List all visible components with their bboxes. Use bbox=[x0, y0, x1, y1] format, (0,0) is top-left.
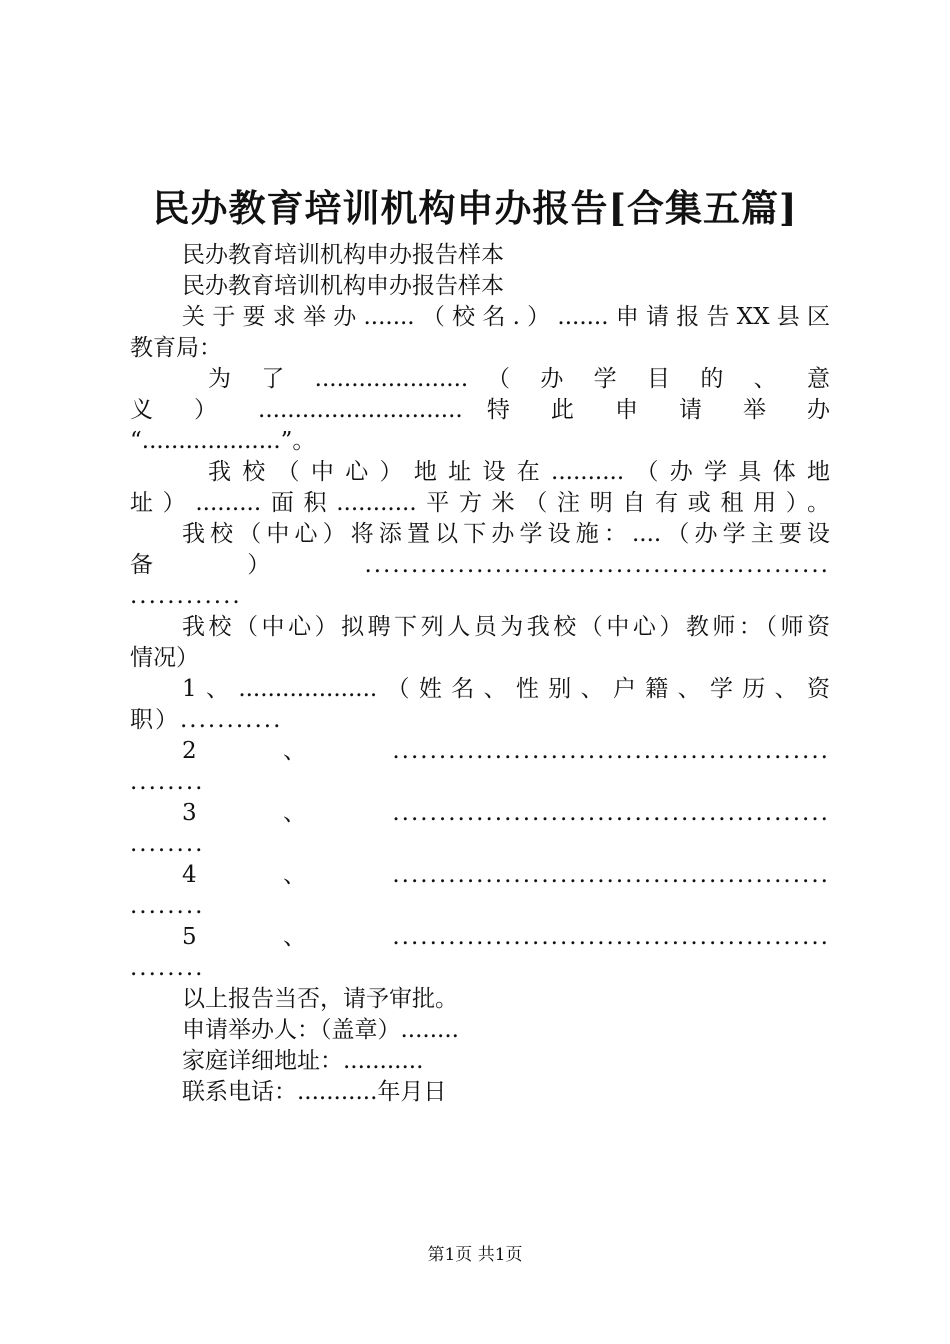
list-item-continuation: ........ bbox=[130, 955, 205, 981]
paragraph-line: “...................”。 bbox=[130, 428, 316, 454]
paragraph-line: 义 ） ............................ 特 此 申 请 举 办 bbox=[130, 397, 830, 423]
paragraph-line: 我校（中心）拟聘下列人员为我校（中心）教师：（师资 bbox=[182, 614, 830, 640]
page-footer: 第1页 共1页 bbox=[427, 1245, 523, 1265]
paragraph-line: 我校（中心）将添置以下办学设施：....（办学主要设 bbox=[182, 521, 830, 547]
list-item: 4、............................................... bbox=[182, 862, 830, 888]
subtitle-line: 民办教育培训机构申办报告样本 bbox=[182, 273, 504, 299]
paragraph-line: 址）.........面积...........平方米（注明自有或租用）。 bbox=[130, 490, 830, 516]
list-item-continuation: ........ bbox=[130, 893, 205, 919]
subtitle-line: 民办教育培训机构申办报告样本 bbox=[182, 242, 504, 268]
list-item: 3、............................................... bbox=[182, 800, 830, 826]
contact-line: 联系电话：...........年月日 bbox=[182, 1079, 447, 1105]
paragraph-line: 备）.................................................. bbox=[130, 552, 830, 578]
closing-line: 以上报告当否，请予审批。 bbox=[182, 986, 458, 1012]
list-item-continuation: ........ bbox=[130, 769, 205, 795]
list-item: 1、...................（姓名、性别、户籍、学历、资 bbox=[182, 676, 830, 702]
list-item: 5、............................................... bbox=[182, 924, 830, 950]
address-line: 家庭详细地址：........... bbox=[182, 1048, 424, 1074]
paragraph-line: 教育局： bbox=[130, 335, 222, 361]
list-item-continuation: ........ bbox=[130, 831, 205, 857]
list-item-continuation: 职）........... bbox=[130, 707, 283, 733]
document-body bbox=[130, 240, 830, 1108]
applicant-line: 申请举办人：（盖章）........ bbox=[182, 1017, 459, 1043]
paragraph-line: 关于要求举办.......（校名.）.......申请报告XX县区 bbox=[182, 304, 830, 330]
list-item: 2、............................................... bbox=[182, 738, 830, 764]
paragraph-line: ............ bbox=[130, 583, 242, 609]
paragraph-line: 为 了 ..................... （ 办 学 目 的 、 意 bbox=[208, 366, 830, 392]
paragraph-line: 我校（中心）地址设在..........（办学具体地 bbox=[208, 459, 830, 485]
page-title: 民办教育培训机构申办报告[合集五篇] bbox=[152, 186, 798, 230]
paragraph-line: 情况） bbox=[130, 645, 199, 671]
